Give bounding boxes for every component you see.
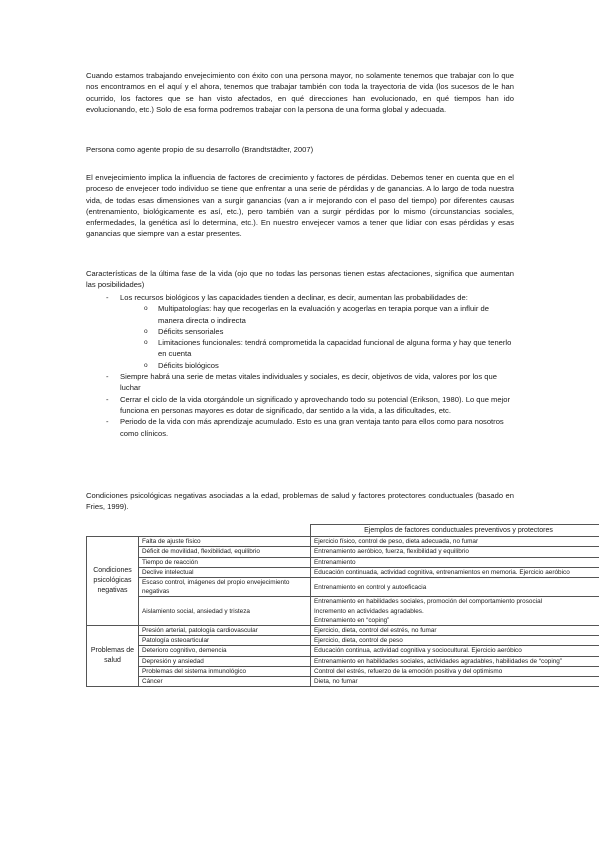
dash-bullet: - [106, 372, 109, 382]
circle-bullet: o [144, 305, 148, 313]
caracteristicas-paragraph: Características de la última fase de la vida (ojo que no todas las personas tienen estas afectaciones, significa que aumentan las posibilidades) [86, 269, 514, 290]
dash-bullet: - [106, 417, 109, 427]
table-row [87, 677, 599, 687]
factor-cell: Entrenamiento en habilidades sociales, actividades agradables, habilidades de “coping” [311, 656, 599, 666]
condition-cell: Deterioro cognitivo, demencia [139, 646, 311, 656]
group-cell: Problemas de salud [87, 626, 139, 687]
table-row [87, 567, 599, 577]
condition-cell: Depresión y ansiedad [139, 656, 311, 666]
sub-list [120, 303, 514, 371]
bullet-text: Periodo de la vida con más aprendizaje acumulado. Esto es una gran ventaja tanto para ellos como para nosotros como clínicos. [120, 417, 504, 438]
bullet-text: Los recursos biológicos y las capacidades tienden a declinar, es decir, aumentan las probabilidades de: [120, 293, 468, 302]
factor-cell: Educación continua, actividad cognitiva y sociocultural. Ejercicio aeróbico [311, 646, 599, 656]
factor-cell: Control del estrés, refuerzo de la emoción positiva y del optimismo [311, 666, 599, 676]
sub-list-item [86, 360, 514, 371]
circle-bullet: o [144, 339, 148, 347]
factor-cell: Entrenamiento en control y autoeficacia [311, 578, 599, 597]
list-item [86, 416, 514, 439]
factor-cell: Educación continuada, actividad cognitiva, entrenamientos en memoria. Ejercicio aeróbico [311, 567, 599, 577]
intro-paragraph: Cuando estamos trabajando envejecimiento con éxito con una persona mayor, no solamente tenemos que trabajar con lo que nos encontramos en el aquí y el ahora, tenemos que trabajar también con toda la trayectoria de vida (los sucesos de le han ocurrido, los factores que se han visto afectados, en qué direcciones han evolucionado, en qué tiempos han ido evolucionando, etc.) Solo de esa forma podremos trabajar con la persona de una forma global y adecuada. [86, 71, 514, 114]
table-row [87, 636, 599, 646]
condition-cell: Cáncer [139, 677, 311, 687]
sub-list-item [86, 326, 514, 337]
bullet-text: Siempre habrá una serie de metas vitales individuales y sociales, es decir, objetivos de vida, valores por los que luchar [120, 372, 497, 393]
circle-bullet: o [144, 361, 148, 369]
table-header-row [87, 525, 599, 537]
table-row [87, 666, 599, 676]
condition-cell: Patología osteoarticular [139, 636, 311, 646]
sub-list-item [86, 337, 514, 360]
factors-table [86, 524, 599, 687]
section-heading: Persona como agente propio de su desarrollo (Brandtstädter, 2007) [86, 145, 314, 154]
list-item [86, 292, 514, 371]
condition-cell: Presión arterial, patología cardiovascular [139, 626, 311, 636]
factor-cell: Entrenamiento aeróbico, fuerza, flexibilidad y equilibrio [311, 547, 599, 557]
sub-item-text: Déficits sensoriales [158, 326, 224, 336]
empty-cell [139, 525, 311, 537]
circle-bullet: o [144, 327, 148, 335]
caracteristicas-list [86, 292, 514, 439]
table-row [87, 626, 599, 636]
group-cell: Condiciones psicológicas negativas [87, 537, 139, 626]
condition-cell: Déficit de movilidad, flexibilidad, equilibrio [139, 547, 311, 557]
sub-item-text: Limitaciones funcionales: tendrá comprometida la capacidad funcional de alguna forma y hay que tenerlo en cuenta [158, 338, 512, 359]
sub-item-text: Déficits biológicos [158, 360, 219, 370]
table-row [87, 597, 599, 626]
sub-list-item [86, 303, 514, 326]
header-cell: Ejemplos de factores conductuales preventivos y protectores [311, 525, 599, 537]
condition-cell: Aislamiento social, ansiedad y tristeza [139, 597, 311, 626]
table-row [87, 537, 599, 547]
factor-cell: Ejercicio, dieta, control del estrés, no fumar [311, 626, 599, 636]
factor-cell: Ejercicio, dieta, control de peso [311, 636, 599, 646]
list-item [86, 371, 514, 394]
condition-cell: Problemas del sistema inmunológico [139, 666, 311, 676]
table-caption: Condiciones psicológicas negativas asociadas a la edad, problemas de salud y factores protectores conductuales (basado en Fries, 1999). [86, 491, 514, 512]
bullet-text: Cerrar el ciclo de la vida otorgándole un significado y aprovechando todo su potencial (Erikson, 1980). Lo que mejor funciona en personas mayores es dotar de significado, dar sentido a la vida, a las dificultades, etc. [120, 394, 511, 415]
table-row [87, 547, 599, 557]
list-item [86, 394, 514, 417]
condition-cell: Declive intelectual [139, 567, 311, 577]
dash-bullet: - [106, 394, 109, 404]
factor-cell: Entrenamiento [311, 557, 599, 567]
empty-cell [87, 525, 139, 537]
factor-cell: Entrenamiento en habilidades sociales, promoción del comportamiento prosocial Incremento en actividades agradables. Entrenamiento en “coping” [311, 597, 599, 626]
condition-cell: Escaso control, imágenes del propio envejecimiento negativas [139, 578, 311, 597]
table-row [87, 578, 599, 597]
sub-item-text: Multipatologías: hay que recogerlas en la evaluación y acogerlas en terapia porque van a influir de manera directa o indirecta [158, 304, 489, 325]
factor-cell: Ejercicio físico, control de peso, dieta adecuada, no fumar [311, 537, 599, 547]
envejecimiento-paragraph: El envejecimiento implica la influencia de factores de crecimiento y factores de pérdidas. Debemos tener en cuenta que en el proceso de envejecer todo individuo se tiene que enfrentar a una serie de pérdidas y de ganancias. A lo largo de toda nuestra vida, de todas esas dimensiones van a surgir ganancias (van a ir mejorando con el paso del tiempo) por diferentes causas (entrenamiento, biológicamente es así, etc.), pero también van a surgir pérdidas por lo mismo (circunstancias sociales, enfermedades, la genética así lo determina, etc.). En nuestro envejecer vamos a tener que lidiar con esas pérdidas y esas ganancias que siempre van a estar presentes. [86, 173, 514, 239]
table-row [87, 646, 599, 656]
condition-cell: Falta de ajuste físico [139, 537, 311, 547]
condition-cell: Tiempo de reacción [139, 557, 311, 567]
table-row [87, 557, 599, 567]
dash-bullet: - [106, 293, 109, 302]
table-row [87, 656, 599, 666]
factor-cell: Dieta, no fumar [311, 677, 599, 687]
